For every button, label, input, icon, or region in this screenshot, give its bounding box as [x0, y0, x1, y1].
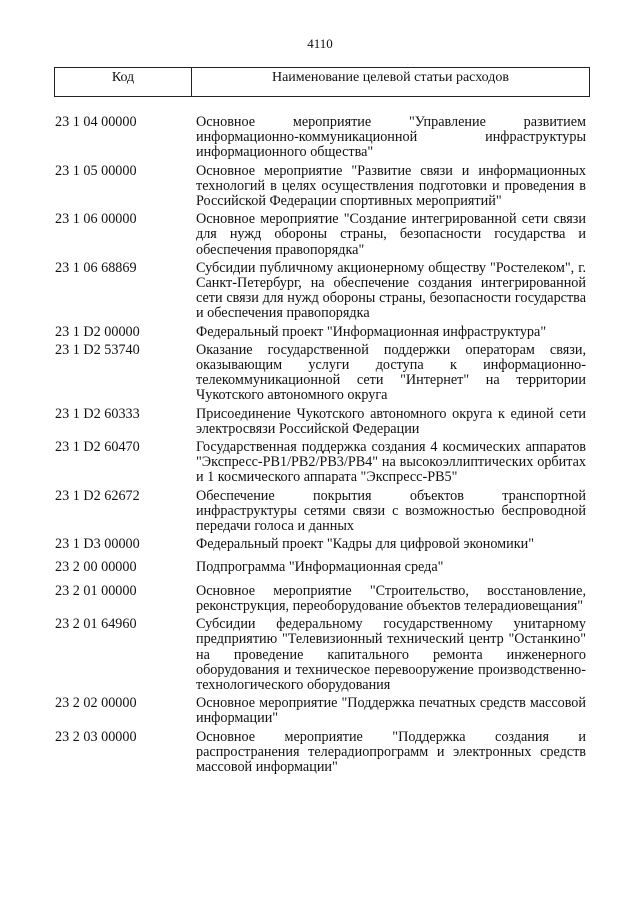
row-code: 23 1 D2 60470: [55, 439, 140, 456]
row-code: 23 1 D2 00000: [55, 323, 140, 340]
table-row: [55, 617, 590, 693]
table-row: [55, 261, 590, 322]
row-name: Основное мероприятие "Развитие связи и информационных технологий в целях осуществления подготовки и проведения в Российской Федерации спортивных мероприятий": [196, 162, 586, 210]
table-row: [55, 489, 590, 535]
row-code: 23 2 00 00000: [55, 559, 137, 576]
row-code: 23 1 06 68869: [55, 259, 137, 276]
table-row: [55, 115, 590, 161]
table-row: [55, 164, 590, 210]
table-row: [55, 730, 590, 776]
table-row: [55, 440, 590, 486]
row-code: 23 2 02 00000: [55, 695, 137, 712]
row-name: Присоединение Чукотского автономного округа к единой сети электросвязи Российской Федерации: [196, 405, 586, 437]
row-code: 23 1 D2 60333: [55, 405, 140, 422]
table-row: [55, 212, 590, 258]
row-code: 23 2 03 00000: [55, 728, 137, 745]
table-row: [55, 537, 590, 552]
table-row: [55, 343, 590, 404]
row-name: Федеральный проект "Информационная инфраструктура": [196, 323, 547, 340]
table-header: [54, 67, 590, 97]
table-row: [55, 696, 590, 726]
row-name: Основное мероприятие "Создание интегрированной сети связи для нужд обороны страны, безопасности государства и обеспечения правопорядка": [196, 211, 586, 258]
row-code: 23 2 01 64960: [55, 616, 137, 633]
header-name-label: Наименование целевой статьи расходов: [271, 70, 510, 85]
row-name: Государственная поддержка создания 4 космических аппаратов "Экспресс-РВ1/РВ2/РВ3/РВ4" на высокоэллиптических орбитах и 1 космического аппарата "Экспресс-РВ5": [196, 439, 586, 486]
row-code: 23 2 01 00000: [55, 582, 137, 599]
row-name: Обеспечение покрытия объектов транспортной инфраструктуры сетями связи с возможностью беспроводной передачи голоса и данных: [196, 487, 586, 535]
row-code: 23 1 D2 62672: [55, 487, 140, 504]
row-name: Подпрограмма "Информационная среда": [196, 559, 444, 576]
row-code: 23 1 D2 53740: [55, 341, 140, 358]
table-row: [55, 325, 590, 340]
row-code: 23 1 04 00000: [55, 114, 137, 130]
row-name: Оказание государственной поддержки операторам связи, оказывающим услуги доступа к информационно-телекоммуникационной сети "Интернет" на территории Чукотского автономного округа: [196, 341, 586, 404]
table-row: [55, 407, 590, 437]
table-body: [55, 115, 590, 778]
page-number: 4110: [307, 36, 333, 51]
row-name: Основное мероприятие "Поддержка создания и распространения телерадиопрограмм и электронных средств массовой информации": [196, 728, 586, 775]
table-row: [55, 560, 590, 575]
row-name: Федеральный проект "Кадры для цифровой экономики": [196, 536, 535, 553]
table-row: [55, 584, 590, 614]
row-name: Основное мероприятие "Поддержка печатных средств массовой информации": [196, 695, 586, 727]
row-name: Субсидии федеральному государственному унитарному предприятию "Телевизионный технический центр "Останкино" на проведение капитального ремонта инженерного оборудования и техническое перевооружение производственно-технологического оборудования: [196, 616, 586, 693]
header-code-label: Код: [55, 68, 192, 96]
row-code: 23 1 D3 00000: [55, 536, 140, 553]
row-code: 23 1 06 00000: [55, 211, 137, 228]
row-code: 23 1 05 00000: [55, 162, 137, 179]
row-name: Основное мероприятие "Строительство, восстановление, реконструкция, переоборудование объектов телерадиовещания": [196, 582, 586, 614]
row-name: Субсидии публичному акционерному обществу "Ростелеком", г. Санкт-Петербург, на обеспечение создания интегрированной сети связи для нужд обороны страны, безопасности государства и обеспечения правопорядка: [196, 259, 586, 322]
row-name: Основное мероприятие "Управление развитием информационно-коммуникационной инфраструктуры информационного общества": [196, 114, 586, 161]
